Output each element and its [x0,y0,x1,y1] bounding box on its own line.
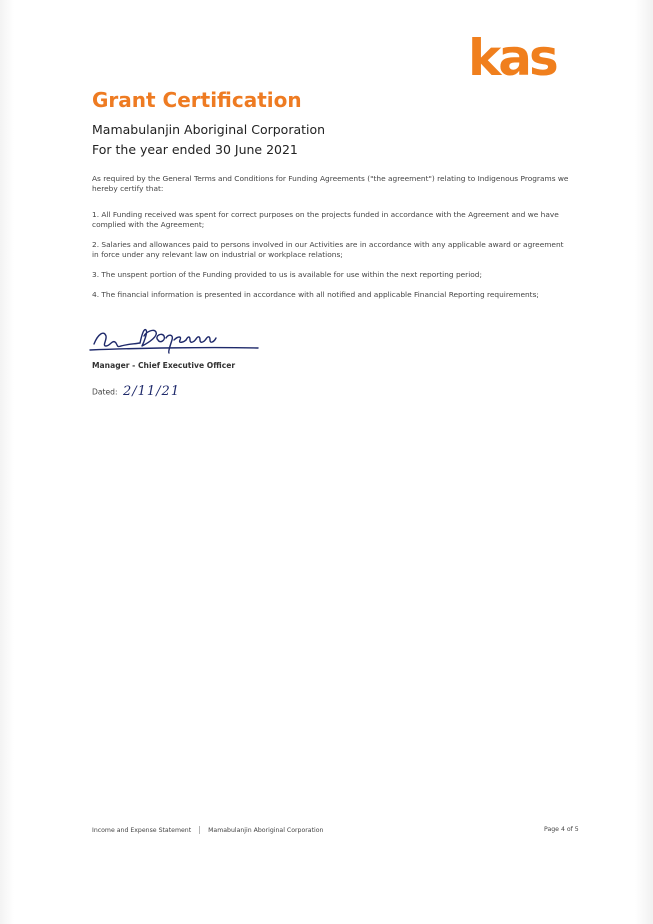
handwritten-signature [88,322,260,356]
scan-edge-right [635,0,653,924]
dated-label: Dated: [92,387,118,397]
footer-report-name: Income and Expense Statement [92,827,192,834]
dated-value-handwritten: 2/11/21 [122,384,181,400]
organization-name: Mamabulanjin Aboriginal Corporation [92,122,326,137]
signatory-role: Manager - Chief Executive Officer [92,361,236,370]
footer-organization: Mamabulanjin Aboriginal Corporation [208,827,324,834]
page-title: Grant Certification [92,88,302,112]
certification-item-4: 4. The financial information is presented in accordance with all notified and applicable Financial Reporting requirements; [92,290,539,299]
kas-logo: kas [468,29,556,87]
certification-item-3: 3. The unspent portion of the Funding provided to us is available for use within the next reporting period; [92,270,482,279]
certification-item-1: 1. All Funding received was spent for correct purposes on the projects funded in accordance with the Agreement and we have complied with the Agreement; [92,210,559,229]
footer-divider [199,826,200,834]
scan-edge-left [0,0,14,924]
intro-paragraph: As required by the General Terms and Conditions for Funding Agreements ("the agreement") relating to Indigenous Programs we hereby certify that: [92,174,569,193]
certification-item-2: 2. Salaries and allowances paid to persons involved in our Activities are in accordance with any applicable award or agreement in force under any relevant law on industrial or workplace relations; [92,240,564,259]
page-number: Page 4 of 5 [544,826,579,833]
reporting-period: For the year ended 30 June 2021 [92,142,298,157]
dated-line [92,383,180,399]
footer-left [92,826,323,834]
